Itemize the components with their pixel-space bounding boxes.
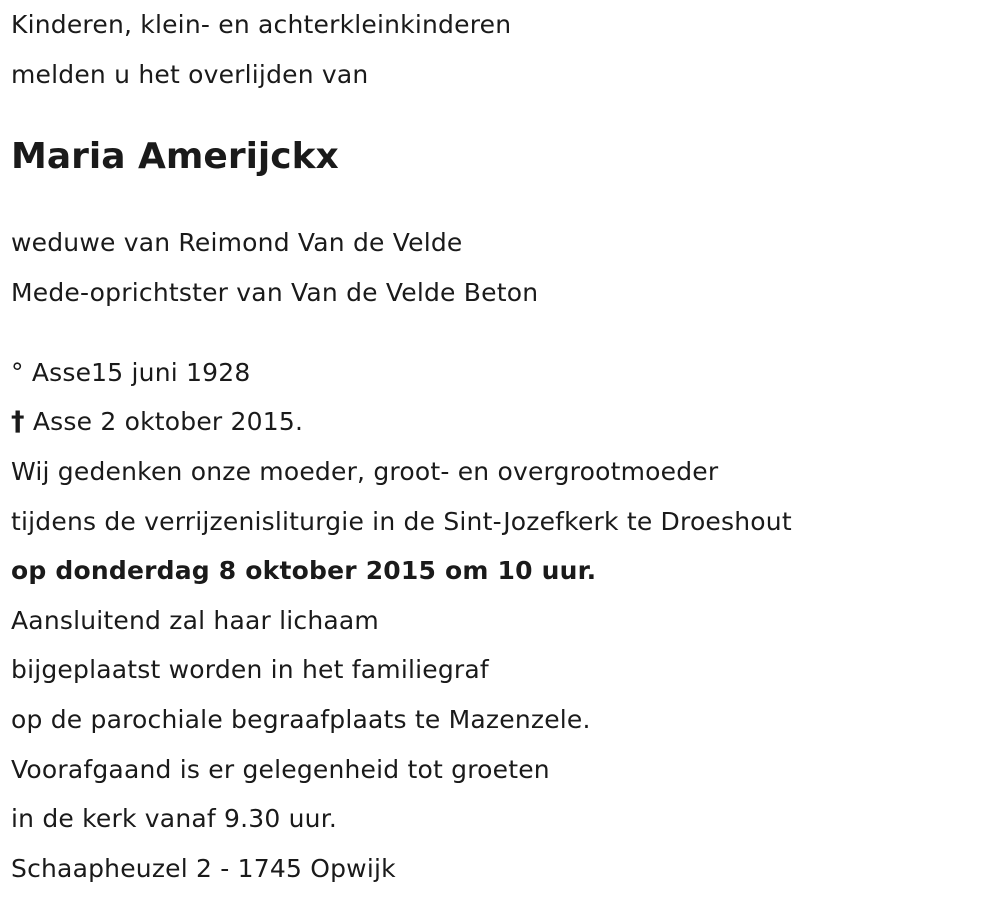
birth-symbol: ° — [11, 358, 24, 387]
body-line-6: op de parochiale begraafplaats te Mazenzele. — [11, 705, 591, 734]
intro-line-2: melden u het overlijden van — [11, 60, 369, 89]
death-text: Asse 2 oktober 2015. — [24, 407, 304, 436]
service-date: op donderdag 8 oktober 2015 om 10 uur. — [11, 556, 597, 585]
death-line — [11, 407, 303, 437]
deceased-role: Mede-oprichtster van Van de Velde Beton — [11, 278, 539, 307]
body-line-2: tijdens de verrijzenisliturgie in de Sint-Jozefkerk te Droeshout — [11, 507, 792, 536]
deceased-name: Maria Amerijckx — [11, 136, 339, 177]
cross-icon: † — [11, 406, 25, 437]
address: Schaapheuzel 2 - 1745 Opwijk — [11, 854, 396, 883]
body-line-8: in de kerk vanaf 9.30 uur. — [11, 804, 338, 833]
birth-line — [11, 358, 251, 388]
deceased-relation: weduwe van Reimond Van de Velde — [11, 228, 463, 257]
body-line-1: Wij gedenken onze moeder, groot- en overgrootmoeder — [11, 457, 719, 486]
intro-line-1: Kinderen, klein- en achterkleinkinderen — [11, 10, 512, 39]
birth-text: Asse15 juni 1928 — [23, 358, 251, 387]
body-line-5: bijgeplaatst worden in het familiegraf — [11, 655, 489, 684]
body-line-4: Aansluitend zal haar lichaam — [11, 606, 379, 635]
body-line-7: Voorafgaand is er gelegenheid tot groeten — [11, 755, 550, 784]
